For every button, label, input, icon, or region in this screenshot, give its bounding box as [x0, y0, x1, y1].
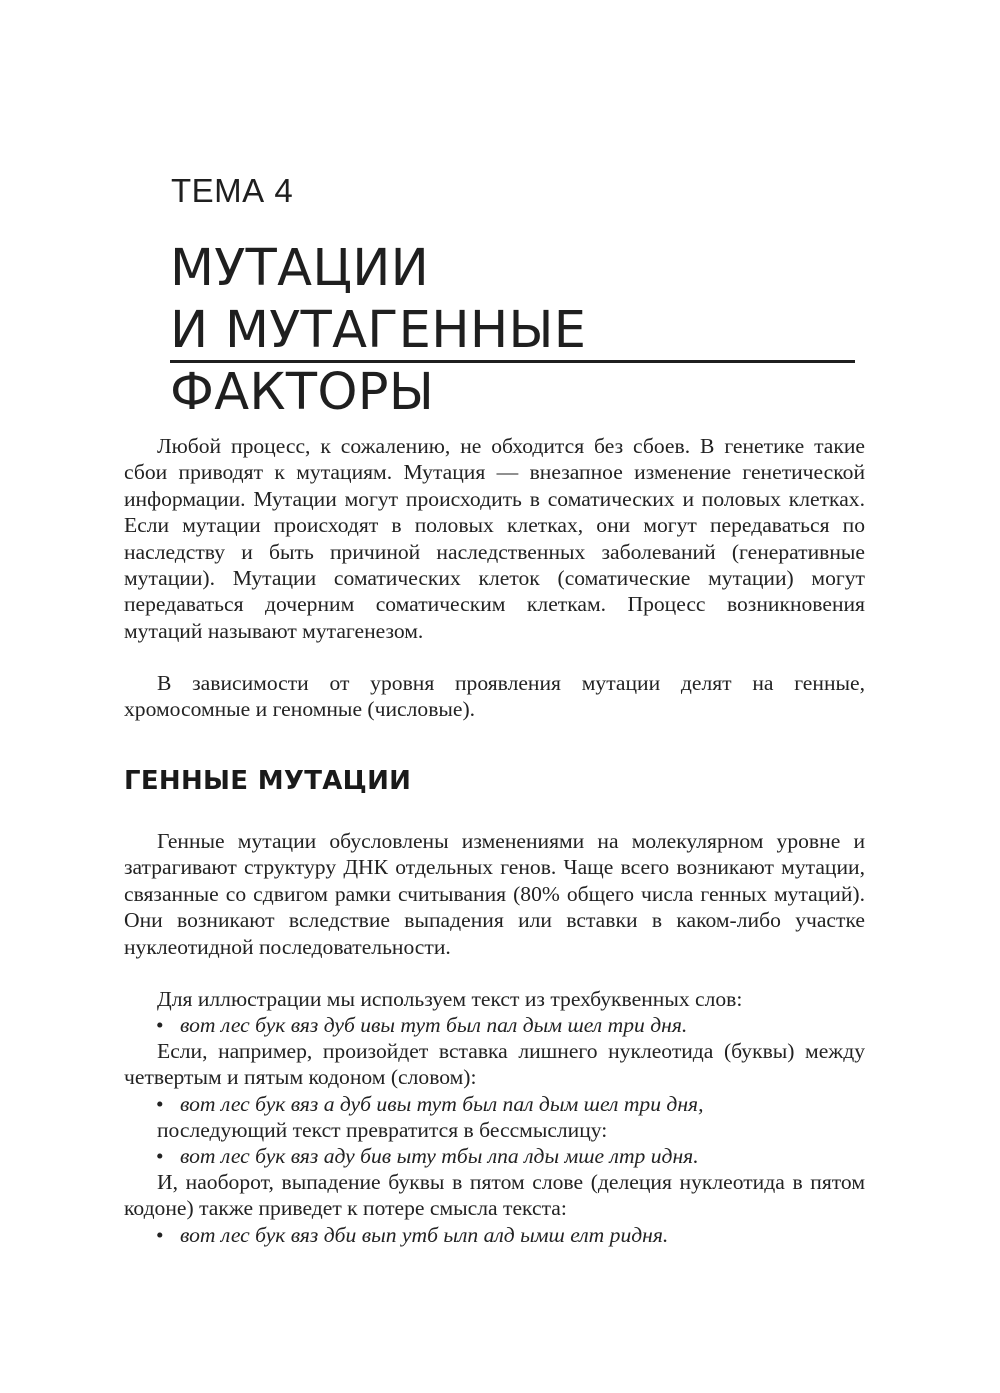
example-text-4: вот лес бук вяз дби вып утб ылп алд ымш елт ридня. — [180, 1223, 669, 1247]
topic-label: ТЕМА 4 — [171, 172, 294, 209]
bullet-marker: • — [156, 1092, 164, 1116]
section-paragraph-2: Для иллюстрации мы используем текст из трехбуквенных слов: — [157, 987, 743, 1011]
chapter-title — [170, 238, 860, 424]
section-paragraph-5: И, наоборот, выпадение буквы в пятом слове (делеция нуклеотида в пятом кодоне) также приведет к потере смысла текста: — [124, 1170, 865, 1221]
intro-paragraph-1: Любой процесс, к сожалению, не обходится без сбоев. В генетике такие сбои приводят к мутациям. Мутация — внезапное изменение генетической информации. Мутации могут происходить в соматических и половых клетках. Если мутации происходят в половых клетках, они могут передаваться по наследству и быть причиной наследственных заболеваний (генеративные мутации). Мутации соматических клеток (соматические мутации) могут передаваться дочерним соматическим клеткам. Процесс возникновения мутаций называют мутагенезом. — [124, 434, 865, 643]
example-bullet-4 — [156, 1222, 865, 1248]
title-underline-divider — [170, 360, 855, 363]
chapter-title-line-1: МУТАЦИИ — [170, 239, 430, 298]
section-heading: ГЕННЫЕ МУТАЦИИ — [124, 766, 412, 796]
chapter-title-line-2: И МУТАГЕННЫЕ ФАКТОРЫ — [170, 301, 587, 422]
bullet-marker: • — [156, 1223, 164, 1247]
bullet-marker: • — [156, 1144, 164, 1168]
example-text-2: вот лес бук вяз а дуб ивы тут был пал дым шел три дня, — [180, 1092, 704, 1116]
section-paragraph-3: Если, например, произойдет вставка лишнего нуклеотида (буквы) между четвертым и пятым кодоном (словом): — [124, 1039, 865, 1090]
intro-paragraph-2: В зависимости от уровня проявления мутации делят на генные, хромосомные и геномные (числовые). — [124, 671, 865, 722]
section-paragraph-4: последующий текст превратится в бессмыслицу: — [157, 1118, 608, 1142]
example-bullet-3 — [156, 1143, 865, 1169]
section-paragraph-1: Генные мутации обусловлены изменениями на молекулярном уровне и затрагивают структуру ДНК отдельных генов. Чаще всего возникают мутации, связанные со сдвигом рамки считывания (80% общего числа генных мутаций). Они возникают вследствие выпадения или вставки в каком-либо участке нуклеотидной последовательности. — [124, 829, 865, 959]
example-text-3: вот лес бук вяз аду бив ыту тбы лпа лды мше лтр идня. — [180, 1144, 699, 1168]
bullet-marker: • — [156, 1013, 164, 1037]
example-bullet-2 — [156, 1091, 865, 1117]
example-text-1: вот лес бук вяз дуб ивы тут был пал дым шел три дня. — [180, 1013, 688, 1037]
example-bullet-1 — [156, 1012, 865, 1038]
